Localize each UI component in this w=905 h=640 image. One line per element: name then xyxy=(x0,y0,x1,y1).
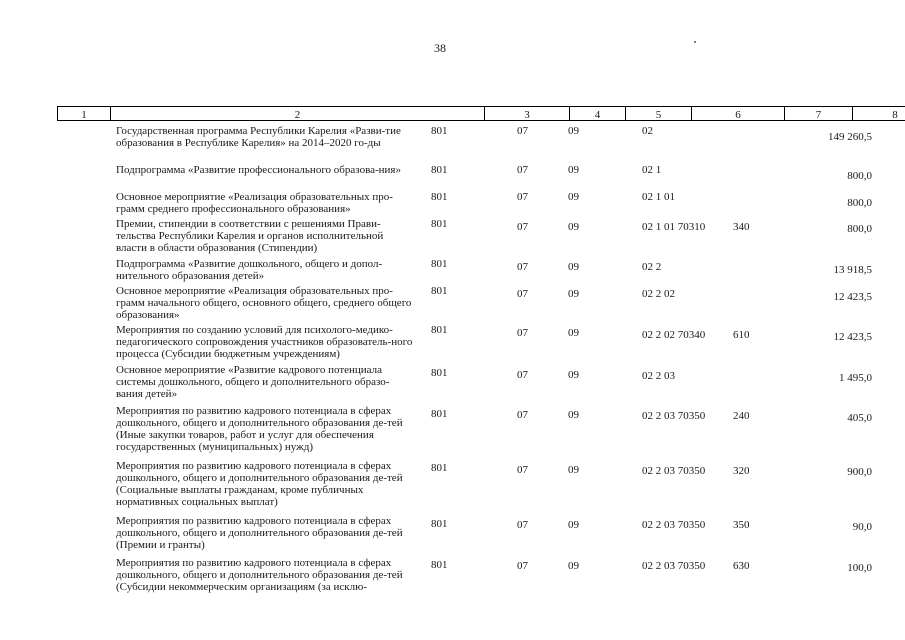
header-col-6: 6 xyxy=(691,106,785,121)
row-sum: 1 495,0 xyxy=(839,372,872,384)
row-name: Основное мероприятие «Реализация образовательных про-грамм начального общего, основного общего, среднего общего образования» xyxy=(116,285,412,321)
row-vr: 320 xyxy=(733,465,750,477)
row-vr: 630 xyxy=(733,560,750,572)
row-name: Премии, стипендии в соответствии с решениями Прави-тельства Республики Карелия и органов исполнительной власти в области образования (Стипендии) xyxy=(116,218,384,254)
row-razdel: 07 xyxy=(517,369,528,381)
row-razdel: 07 xyxy=(517,221,528,233)
header-col-3: 3 xyxy=(484,106,570,121)
row-name: Мероприятия по развитию кадрового потенциала в сферах дошкольного, общего и дополнительного образования де-тей (Премии и гранты) xyxy=(116,515,403,551)
row-csr: 02 2 03 xyxy=(642,370,675,382)
row-name: Подпрограмма «Развитие профессионального образова-ния» xyxy=(116,164,401,176)
row-name: Мероприятия по созданию условий для психолого-медико-педагогического сопровождения участников образователь-ного процесса (Субсидии бюджетным учреждениям) xyxy=(116,324,413,360)
row-name: Мероприятия по развитию кадрового потенциала в сферах дошкольного, общего и дополнительного образования де-тей (Социальные выплаты гражданам, кроме публичных нормативных социальных выплат) xyxy=(116,460,403,508)
row-razdel: 07 xyxy=(517,191,528,203)
row-grbs: 801 xyxy=(431,191,448,203)
row-name: Основное мероприятие «Развитие кадрового потенциала системы дошкольного, общего и дополнительного образо-вания детей» xyxy=(116,364,390,400)
row-razdel: 07 xyxy=(517,519,528,531)
row-sum: 800,0 xyxy=(847,197,872,209)
row-grbs: 801 xyxy=(431,408,448,420)
header-col-2: 2 xyxy=(110,106,485,121)
row-csr: 02 1 01 70310 xyxy=(642,221,706,233)
row-csr: 02 2 02 xyxy=(642,288,675,300)
row-razdel: 07 xyxy=(517,409,528,421)
row-razdel: 07 xyxy=(517,164,528,176)
row-vr: 350 xyxy=(733,519,750,531)
row-sum: 900,0 xyxy=(847,466,872,478)
page-number: 38 xyxy=(434,41,446,55)
row-csr: 02 2 03 70350 xyxy=(642,410,706,422)
row-sum: 12 423,5 xyxy=(833,291,872,303)
row-csr: 02 2 03 70350 xyxy=(642,519,706,531)
row-csr: 02 2 03 70350 xyxy=(642,465,706,477)
header-col-7: 7 xyxy=(784,106,853,121)
row-name: Государственная программа Республики Карелия «Разви-тие образования в Республике Карелия» на 2014–2020 го-ды xyxy=(116,125,401,149)
header-col-1: 1 xyxy=(57,106,111,121)
row-sum: 405,0 xyxy=(847,412,872,424)
row-podrazdel: 09 xyxy=(568,125,579,137)
row-grbs: 801 xyxy=(431,218,448,230)
row-grbs: 801 xyxy=(431,324,448,336)
row-grbs: 801 xyxy=(431,518,448,530)
row-grbs: 801 xyxy=(431,125,448,137)
row-podrazdel: 09 xyxy=(568,409,579,421)
row-sum: 100,0 xyxy=(847,562,872,574)
row-name: Мероприятия по развитию кадрового потенциала в сферах дошкольного, общего и дополнительного образования де-тей (Иные закупки товаров, работ и услуг для обеспечения государственных (муниципальных) нужд) xyxy=(116,405,403,453)
row-podrazdel: 09 xyxy=(568,519,579,531)
row-grbs: 801 xyxy=(431,164,448,176)
row-csr: 02 2 03 70350 xyxy=(642,560,706,572)
row-podrazdel: 09 xyxy=(568,288,579,300)
row-csr: 02 1 xyxy=(642,164,662,176)
row-grbs: 801 xyxy=(431,285,448,297)
row-razdel: 07 xyxy=(517,327,528,339)
row-sum: 12 423,5 xyxy=(833,331,872,343)
row-podrazdel: 09 xyxy=(568,560,579,572)
row-podrazdel: 09 xyxy=(568,221,579,233)
header-col-4: 4 xyxy=(569,106,626,121)
row-grbs: 801 xyxy=(431,559,448,571)
row-csr: 02 2 xyxy=(642,261,662,273)
row-podrazdel: 09 xyxy=(568,327,579,339)
row-vr: 610 xyxy=(733,329,750,341)
row-sum: 13 918,5 xyxy=(833,264,872,276)
row-sum: 800,0 xyxy=(847,223,872,235)
row-razdel: 07 xyxy=(517,464,528,476)
row-grbs: 801 xyxy=(431,367,448,379)
row-csr: 02 xyxy=(642,125,653,137)
row-podrazdel: 09 xyxy=(568,191,579,203)
row-name: Основное мероприятие «Реализация образовательных про-грамм среднего профессионального образования» xyxy=(116,191,393,215)
row-razdel: 07 xyxy=(517,560,528,572)
row-razdel: 07 xyxy=(517,125,528,137)
row-grbs: 801 xyxy=(431,258,448,270)
row-podrazdel: 09 xyxy=(568,164,579,176)
row-razdel: 07 xyxy=(517,261,528,273)
header-col-5: 5 xyxy=(625,106,692,121)
row-podrazdel: 09 xyxy=(568,369,579,381)
row-podrazdel: 09 xyxy=(568,464,579,476)
row-razdel: 07 xyxy=(517,288,528,300)
row-vr: 340 xyxy=(733,221,750,233)
row-sum: 800,0 xyxy=(847,170,872,182)
row-vr: 240 xyxy=(733,410,750,422)
row-podrazdel: 09 xyxy=(568,261,579,273)
row-sum: 90,0 xyxy=(852,521,872,533)
row-name: Подпрограмма «Развитие дошкольного, общего и допол-нительного образования детей» xyxy=(116,258,383,282)
row-grbs: 801 xyxy=(431,462,448,474)
header-col-8: 8 xyxy=(852,106,905,121)
row-name: Мероприятия по развитию кадрового потенциала в сферах дошкольного, общего и дополнительного образования де-тей (Субсидии некоммерческим организациям (за исклю- xyxy=(116,557,403,593)
row-sum: 149 260,5 xyxy=(828,131,872,143)
row-csr: 02 1 01 xyxy=(642,191,675,203)
row-csr: 02 2 02 70340 xyxy=(642,329,706,341)
